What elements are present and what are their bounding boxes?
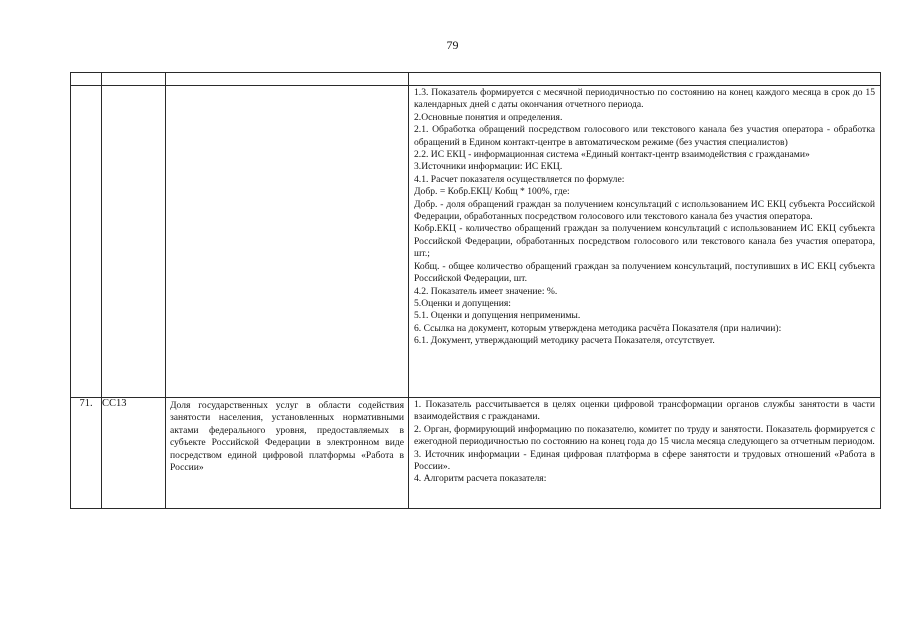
header-cell-code: [102, 73, 166, 86]
indicator-code: СС13: [102, 398, 166, 509]
indicator-description: [409, 86, 881, 398]
description-paragraph: 2. Орган, формирующий информацию по показателю, комитет по труду и занятости. Показатель формируется с ежегодной периодичностью по состоянию на конец года до 15 числа месяца следующего за отчетным периодом.: [414, 423, 875, 448]
row-number: [71, 86, 102, 398]
table-row: [71, 86, 881, 398]
description-paragraph: 1.3. Показатель формируется с месячной периодичностью по состоянию на конец каждого месяца в срок до 15 календарных дней с даты окончания отчетного периода.: [414, 87, 875, 111]
page-number: 79: [446, 38, 459, 52]
description-paragraph: 3. Источник информации - Единая цифровая платформа в сфере занятости и трудовых отношений «Работа в России».: [414, 448, 875, 473]
description-paragraph: 6. Ссылка на документ, которым утверждена методика расчёта Показателя (при наличии):: [414, 322, 782, 334]
row-number: 71.: [71, 398, 102, 509]
indicator-name: [166, 398, 409, 509]
description-paragraph: 1. Показатель рассчитывается в целях оценки цифровой трансформации органов службы занятости в части взаимодействия с гражданами.: [414, 399, 875, 423]
description-paragraph: 6.1. Документ, утверждающий методику расчета Показателя, отсутствует.: [414, 335, 715, 347]
description-paragraph: 2.1. Обработка обращений посредством голосового или текстового канала без участия оператора - обработка обращений в Едином контакт-центре в автоматическом режиме (без участия специалистов): [414, 124, 875, 148]
description-paragraph: Добр. = Кобр.ЕКЦ/ Кобщ * 100%, где:: [414, 186, 570, 198]
description-paragraph: 4.1. Расчет показателя осуществляется по формуле:: [414, 173, 625, 185]
indicator-table: [70, 72, 881, 509]
description-paragraph: Кобщ. - общее количество обращений граждан за получением консультаций, поступивших в ИС ЕКЦ субъекта Российской Федерации, шт.: [414, 260, 875, 285]
table-row: [71, 398, 881, 509]
description-paragraph: 5.1. Оценки и допущения неприменимы.: [414, 310, 581, 322]
header-cell-number: [71, 73, 102, 86]
description-paragraph: 2.2. ИС ЕКЦ - информационная система «Единый контакт-центр взаимодействия с гражданами»: [414, 149, 810, 161]
indicator-description: [409, 398, 881, 509]
header-cell-description: [409, 73, 881, 86]
description-paragraph: 5.Оценки и допущения:: [414, 297, 511, 309]
table-header-row: [71, 73, 881, 86]
indicator-name-text: Доля государственных услуг в области содействия занятости населения, установленных нормативными актами федерального уровня, предоставляемых в субъекте Российской Федерации в электронном виде посредством единой цифровой платформы «Работа в России»: [170, 400, 404, 474]
description-paragraph: 4.2. Показатель имеет значение: %.: [414, 285, 558, 297]
indicator-name: [166, 86, 409, 398]
description-paragraph: 4. Алгоритм расчета показателя:: [414, 473, 547, 485]
indicator-code: [102, 86, 166, 398]
header-cell-name: [166, 73, 409, 86]
description-paragraph: Кобр.ЕКЦ - количество обращений граждан за получением консультаций с использованием ИС ЕКЦ субъекта Российской Федерации, обработанных посредством голосового или текстового канала без участия оператора, шт.;: [414, 223, 875, 260]
description-paragraph: 2.Основные понятия и определения.: [414, 111, 563, 123]
description-paragraph: 3.Источники информации: ИС ЕКЦ.: [414, 161, 563, 173]
description-paragraph: Добр. - доля обращений граждан за получением консультаций с использованием ИС ЕКЦ субъекта Российской Федерации, обработанных посредством голосового или текстового канала без участия оператора.: [414, 198, 875, 223]
